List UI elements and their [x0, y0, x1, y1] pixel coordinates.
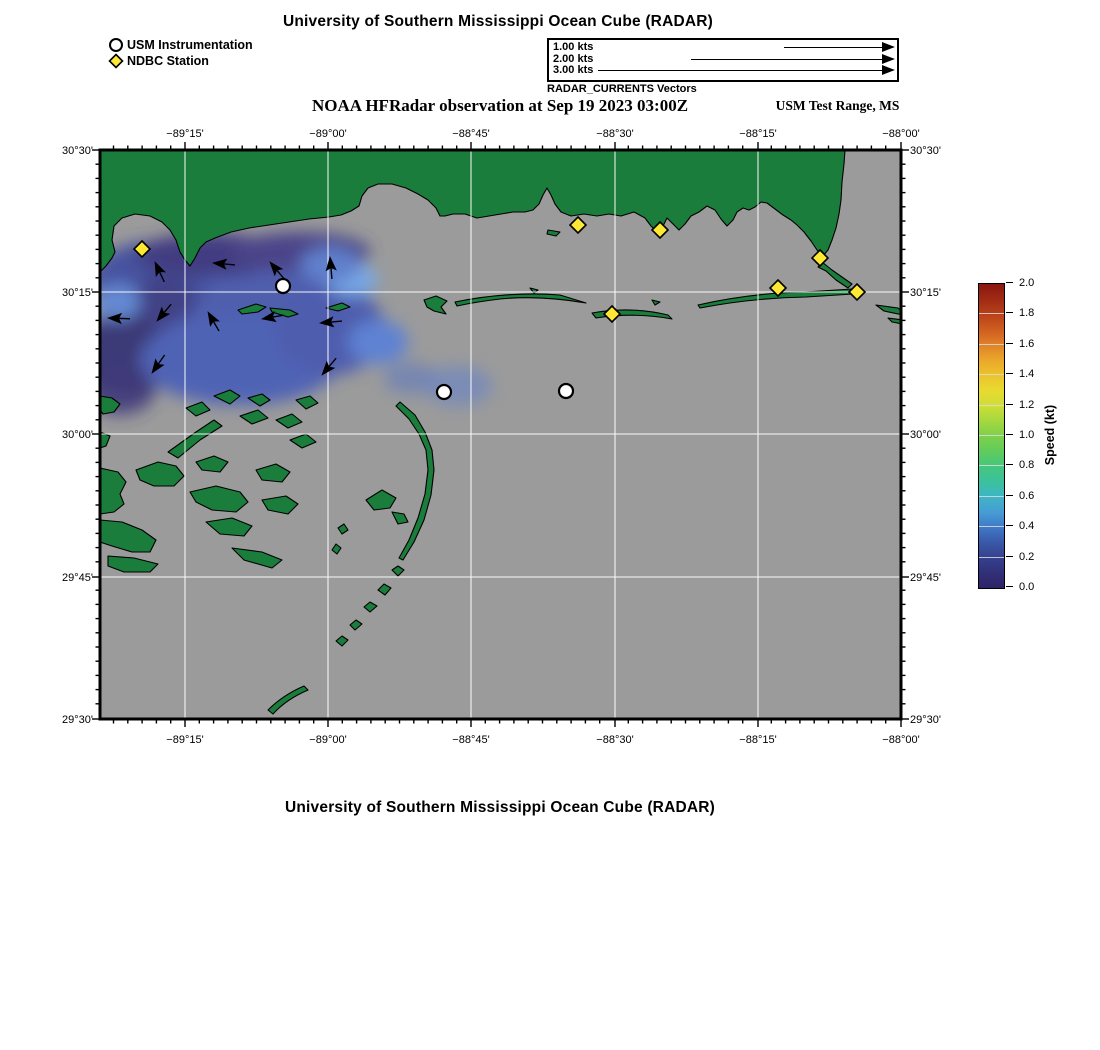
y-tick-label: 29°45' [910, 572, 941, 584]
colorbar-gridline [979, 374, 1004, 375]
x-tick-label: −88°30' [596, 734, 634, 746]
x-tick-label: −88°45' [452, 734, 490, 746]
y-tick-label: 30°15' [910, 287, 941, 299]
colorbar-tick-label: 1.2 [1019, 398, 1035, 411]
x-tick-label: −89°15' [166, 734, 204, 746]
colorbar-tick-label: 0.4 [1019, 520, 1035, 533]
legend-label-usm: USM Instrumentation [127, 38, 253, 52]
colorbar-tick-label: 0.8 [1019, 459, 1035, 472]
colorbar [978, 283, 1005, 589]
figure-title-top: University of Southern Mississippi Ocean Cube (RADAR) [282, 13, 714, 30]
colorbar-tick [1006, 586, 1013, 587]
colorbar-gridline [979, 496, 1004, 497]
vector-scale-row-label: 3.00 kts [553, 64, 594, 76]
colorbar-tick-label: 1.4 [1019, 368, 1035, 381]
colorbar-tick [1006, 343, 1013, 344]
legend-label-ndbc: NDBC Station [127, 54, 209, 68]
colorbar-tick [1006, 525, 1013, 526]
usm-station-marker [559, 384, 573, 398]
vector-scale-row-label: 1.00 kts [553, 41, 594, 53]
y-tick-label: 29°45' [62, 572, 93, 584]
x-tick-label: −88°00' [882, 734, 920, 746]
colorbar-title: Speed (kt) [1043, 404, 1057, 466]
colorbar-tick-label: 1.6 [1019, 337, 1035, 350]
usm-station-marker [276, 279, 290, 293]
colorbar-gridline [979, 465, 1004, 466]
x-tick-label: −88°15' [739, 734, 777, 746]
colorbar-tick-label: 1.0 [1019, 429, 1035, 441]
x-tick-label: −88°15' [739, 128, 777, 140]
x-tick-label: −88°00' [882, 128, 920, 140]
colorbar-tick [1006, 434, 1013, 435]
region-label: USM Test Range, MS [775, 98, 900, 113]
y-tick-label: 30°00' [62, 429, 93, 441]
colorbar-tick-label: 2.0 [1019, 277, 1035, 289]
x-tick-label: −89°00' [309, 734, 347, 746]
x-tick-label: −89°00' [309, 128, 347, 140]
colorbar-gridline [979, 344, 1004, 345]
figure-title-bottom: University of Southern Mississippi Ocean Cube (RADAR) [284, 799, 716, 816]
colorbar-tick [1006, 495, 1013, 496]
colorbar-tick [1006, 282, 1013, 283]
y-tick-label: 29°30' [62, 714, 93, 726]
y-tick-label: 30°00' [910, 429, 941, 441]
y-tick-label: 30°30' [62, 145, 93, 157]
colorbar-gridline [979, 405, 1004, 406]
colorbar-tick [1006, 312, 1013, 313]
x-tick-label: −88°30' [596, 128, 634, 140]
x-tick-label: −88°45' [452, 128, 490, 140]
usm-station-marker [437, 385, 451, 399]
colorbar-tick-label: 0.6 [1019, 489, 1035, 502]
colorbar-tick-label: 0.0 [1019, 581, 1035, 593]
colorbar-gridline [979, 526, 1004, 527]
colorbar-tick [1006, 373, 1013, 374]
colorbar-tick-label: 0.2 [1019, 550, 1035, 563]
x-tick-label: −89°15' [166, 128, 204, 140]
observation-subtitle: NOAA HFRadar observation at Sep 19 2023 03:00Z [311, 96, 689, 115]
colorbar-gridline [979, 435, 1004, 436]
colorbar-tick [1006, 556, 1013, 557]
vector-scale-row-label: 2.00 kts [553, 52, 594, 65]
y-tick-label: 30°15' [62, 287, 93, 299]
y-tick-label: 30°30' [910, 145, 941, 157]
colorbar-tick [1006, 404, 1013, 405]
y-tick-label: 29°30' [910, 714, 941, 726]
colorbar-annotations [1006, 276, 1066, 596]
colorbar-tick [1006, 464, 1013, 465]
colorbar-gridline [979, 557, 1004, 558]
vector-scale-caption: RADAR_CURRENTS Vectors [547, 83, 697, 95]
colorbar-gridline [979, 313, 1004, 314]
colorbar-tick-label: 1.8 [1019, 307, 1035, 320]
